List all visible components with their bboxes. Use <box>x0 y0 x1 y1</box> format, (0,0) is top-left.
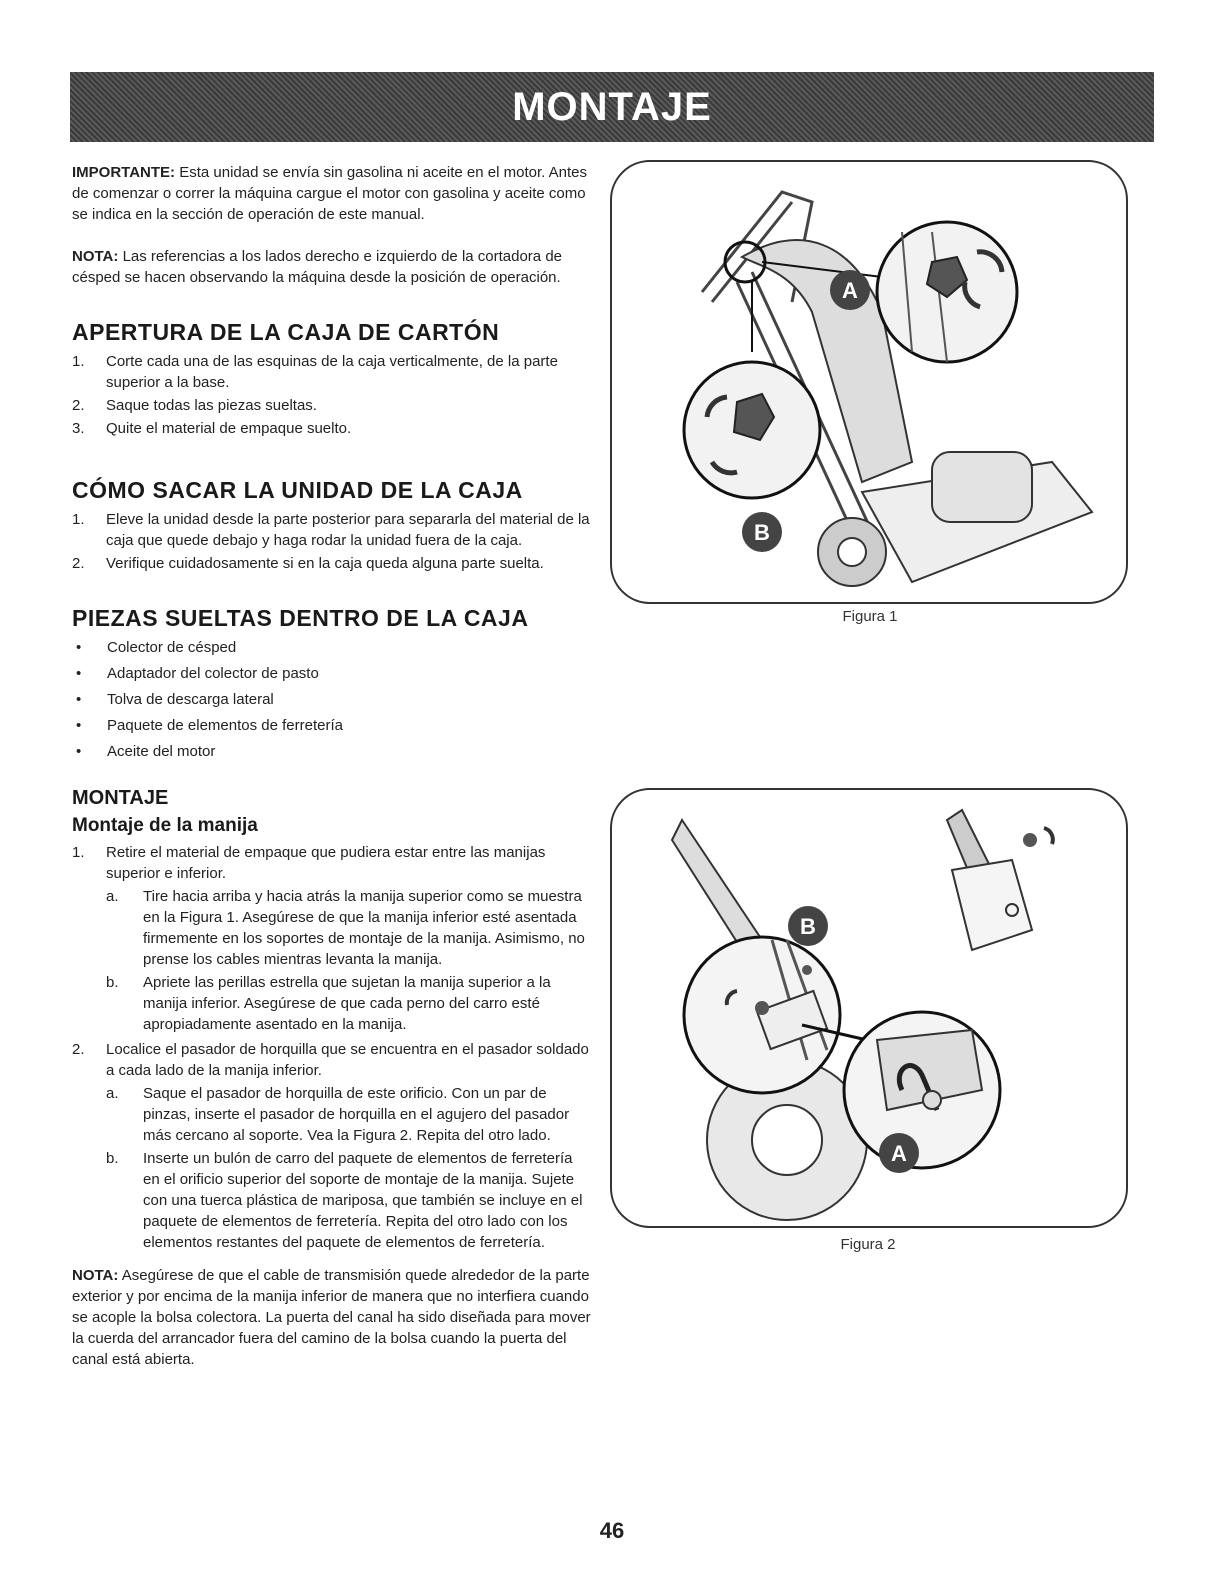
nota-text: Las referencias a los lados derecho e izquierdo de la cortadora de césped se hacen observando la máquina desde la posición de operación. <box>72 248 563 286</box>
figure-1-caption: Figura 1 <box>842 608 898 625</box>
importante-label: IMPORTANTE: <box>72 164 176 181</box>
fig1-callout-b: B <box>754 520 770 545</box>
list-item: 2. Localice el pasador de horquilla que se encuentra en el pasador soldado a cada lado de la manija inferior. a. Saque el pasador de horquilla de este orificio. Con un par de pinzas, inserte el pasador de horquilla en el agujero del pasador más cercano al soporte. Vea la Figura 2. Repita del otro lado. b. Inserte un bulón de carro del paquete de elementos de ferretería en el orificio superior del soporte de montaje de la manija. Sujete con una tuerca plástica de mariposa, que también se incluye en el paquete de elementos de ferretería. Repita del otro lado con los elementos restantes del paquete de elementos de ferretería. <box>72 1039 592 1253</box>
intro-block <box>72 162 592 288</box>
figure-2-caption: Figura 2 <box>840 1236 896 1253</box>
list-item: • Aceite del motor <box>72 741 592 762</box>
figure-2-illustration <box>612 790 1126 1226</box>
montaje-subheading: Montaje de la manija <box>72 815 258 836</box>
page-banner <box>70 72 1154 142</box>
nota-label: NOTA: <box>72 248 119 265</box>
piezas-section <box>72 605 592 767</box>
list-item: b. Apriete las perillas estrella que sujetan la manija superior a la manija inferior. Asegúrese de que cada perno del carro esté apropiadamente asentado en la manija. <box>106 974 551 1033</box>
montaje-heading: MONTAJE <box>72 787 169 809</box>
nota-label: NOTA: <box>72 1267 119 1284</box>
page-number: 46 <box>599 1518 625 1543</box>
list-item: • Tolva de descarga lateral <box>72 689 592 710</box>
nota-paragraph <box>72 246 592 288</box>
list-item: 1. Corte cada una de las esquinas de la caja verticalmente, de la parte superior a la base. <box>72 353 558 391</box>
list-item: • Colector de césped <box>72 637 592 658</box>
figure-1 <box>610 160 1128 604</box>
list-item: b. Inserte un bulón de carro del paquete de elementos de ferretería en el orificio superior del soporte de montaje de la manija. Sujete con una tuerca plástica de mariposa, que también se incluye en el paquete de elementos de ferretería. Repita del otro lado con los elementos restantes del paquete de elementos de ferretería. <box>106 1150 583 1251</box>
montaje-section <box>72 788 592 1370</box>
list-item: • Paquete de elementos de ferretería <box>72 715 592 736</box>
sub-steps <box>106 886 592 1035</box>
piezas-heading: PIEZAS SUELTAS DENTRO DE LA CAJA <box>72 605 529 631</box>
sub-steps <box>106 1083 592 1253</box>
list-item: 3. Quite el material de empaque suelto. <box>72 420 352 437</box>
fig2-callout-b: B <box>800 914 816 939</box>
apertura-heading: APERTURA DE LA CAJA DE CARTÓN <box>72 319 500 345</box>
list-item: a. Saque el pasador de horquilla de este orificio. Con un par de pinzas, inserte el pasador de horquilla en el agujero del pasador más cercano al soporte. Vea la Figura 2. Repita del otro lado. <box>106 1085 570 1144</box>
list-item: 1. Retire el material de empaque que pudiera estar entre las manijas superior e inferior. a. Tire hacia arriba y hacia atrás la manija superior como se muestra en la Figura 1. Asegúrese de que la manija inferior esté asentada firmemente en los soportes de montaje de la manija. Asimismo, no prense los cables mientras levanta la manija. b. Apriete las perillas estrella que sujetan la manija superior a la manija inferior. Asegúrese de que cada perno del carro esté apropiadamente asentado en la manija. <box>72 842 592 1035</box>
list-item: 2. Saque todas las piezas sueltas. <box>72 397 317 414</box>
sacar-section <box>72 477 592 576</box>
apertura-steps <box>72 351 592 439</box>
list-item: 2. Verifique cuidadosamente si en la caja queda alguna parte suelta. <box>72 555 544 572</box>
importante-paragraph <box>72 162 592 225</box>
figure-2 <box>610 788 1128 1228</box>
list-item: • Adaptador del colector de pasto <box>72 663 592 684</box>
fig1-callout-a: A <box>842 278 858 303</box>
list-item: a. Tire hacia arriba y hacia atrás la manija superior como se muestra en la Figura 1. Asegúrese de que la manija inferior esté asentada firmemente en los soportes de montaje de la manija. Asimismo, no prense los cables mientras levanta la manija. <box>106 888 585 968</box>
piezas-list <box>72 637 592 762</box>
importante-text: Esta unidad se envía sin gasolina ni aceite en el motor. Antes de comenzar o correr la máquina cargue el motor con gasolina y aceite como se indica en la sección de operación de este manual. <box>72 164 587 223</box>
figure-1-illustration <box>612 162 1126 602</box>
sacar-steps <box>72 509 592 574</box>
list-item: 1. Eleve la unidad desde la parte posterior para separarla del material de la caja que quede debajo y haga rodar la unidad fuera de la caja. <box>72 511 590 549</box>
sacar-heading: CÓMO SACAR LA UNIDAD DE LA CAJA <box>72 477 523 503</box>
montaje-steps <box>72 842 592 1253</box>
montaje-nota <box>72 1265 592 1370</box>
nota-text: Asegúrese de que el cable de transmisión quede alrededor de la parte exterior y por encima de la manija inferior de manera que no interfiera cuando se acople la bolsa colectora. La puerta del canal ha sido diseñada para mover la cuerda del arrancador fuera del camino de la bolsa cuando la puerta del canal está abierta. <box>72 1267 591 1368</box>
fig2-callout-a: A <box>891 1141 907 1166</box>
apertura-section <box>72 319 592 441</box>
banner-title: MONTAJE <box>512 84 712 129</box>
